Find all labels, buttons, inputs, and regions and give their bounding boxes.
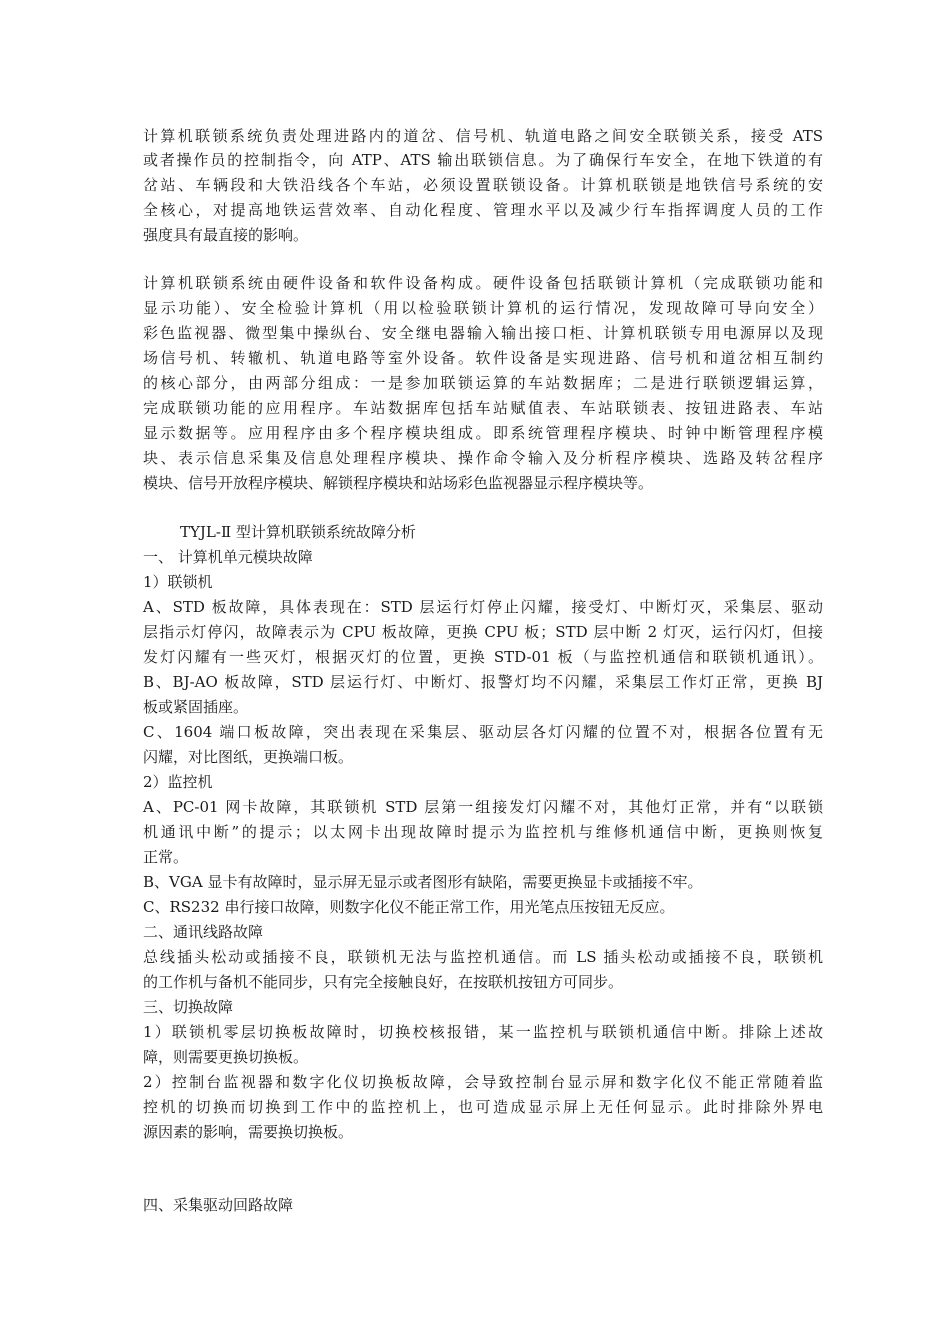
section-heading-1: 一、 计算机单元模块故障 — [143, 548, 313, 566]
subsection-heading-interlock: 1）联锁机 — [143, 573, 213, 591]
section-3-item-2-line: 控机的切换而切换到工作中的监控机上，也可造成显示屏上无任何显示。此时排除外界电 — [143, 1098, 823, 1116]
paragraph-composition-line: 模块、信号开放程序模块、解锁程序模块和站场彩色监视器显示程序模块等。 — [143, 474, 654, 492]
item-b2-line: B、VGA 显卡有故障时，显示屏无显示或者图形有缺陷，需要更换显卡或插接不牢。 — [143, 873, 703, 891]
item-a2-line: 机通讯中断”的提示；以太网卡出现故障时提示为监控机与维修机通信中断，更换则恢复 — [143, 823, 823, 841]
paragraph-composition-line: 场信号机、转辙机、轨道电路等室外设备。软件设备是实现进路、信号机和道岔相互制约 — [143, 349, 823, 367]
item-c2-line: C、RS232 串行接口故障，则数字化仪不能正常工作，用光笔点压按钮无反应。 — [143, 898, 675, 916]
section-2-line: 的工作机与备机不能同步，只有完全接触良好，在按联机按钮方可同步。 — [143, 973, 624, 991]
section-heading-2: 二、通讯线路故障 — [143, 923, 264, 941]
paragraph-composition-line: 彩色监视器、微型集中操纵台、安全继电器输入输出接口柜、计算机联锁专用电源屏以及现 — [143, 324, 823, 342]
item-a1-line: 层指示灯停闪，故障表示为 CPU 板故障，更换 CPU 板；STD 层中断 2 灯灭，运行闪灯，但接 — [143, 623, 823, 641]
section-heading-3: 三、切换故障 — [143, 998, 234, 1016]
section-3-item-2-line: 2）控制台监视器和数字化仪切换板故障，会导致控制台显示屏和数字化仪不能正常随着监 — [143, 1073, 823, 1091]
item-a2-line: A、PC-01 网卡故障，其联锁机 STD 层第一组接发灯闪耀不对，其他灯正常，并有“以联锁 — [143, 798, 823, 816]
paragraph-composition-line: 显示数据等。应用程序由多个程序模块组成。即系统管理程序模块、时钟中断管理程序模 — [143, 424, 823, 442]
item-c1-line: C、1604 端口板故障，突出表现在采集层、驱动层各灯闪耀的位置不对，根据各位置有无 — [143, 723, 823, 741]
paragraph-intro-line: 强度具有最直接的影响。 — [143, 226, 309, 244]
paragraph-intro-line: 计算机联锁系统负责处理进路内的道岔、信号机、轨道电路之间安全联锁关系，接受 ATS — [143, 127, 823, 145]
item-a1-line: 发灯闪耀有一些灭灯，根据灭灯的位置，更换 STD-01 板（与监控机通信和联锁机通讯）。 — [143, 648, 823, 666]
section-3-item-1-line: 1）联锁机零层切换板故障时，切换校核报错，某一监控机与联锁机通信中断。排除上述故 — [143, 1023, 823, 1041]
paragraph-composition-line: 计算机联锁系统由硬件设备和软件设备构成。硬件设备包括联锁计算机（完成联锁功能和 — [143, 274, 823, 292]
section-title: TYJL-Ⅱ 型计算机联锁系统故障分析 — [180, 523, 416, 541]
item-b1-line: 板或紧固插座。 — [143, 698, 249, 716]
paragraph-composition-line: 块、表示信息采集及信息处理程序模块、操作命令输入及分析程序模块、选路及转岔程序 — [143, 449, 823, 467]
section-3-item-2-line: 源因素的影响，需要换切换板。 — [143, 1123, 354, 1141]
section-2-line: 总线插头松动或插接不良，联锁机无法与监控机通信。而 LS 插头松动或插接不良，联锁机 — [143, 948, 823, 966]
paragraph-composition-line: 的核心部分，由两部分组成：一是参加联锁运算的车站数据库；二是进行联锁逻辑运算， — [143, 374, 823, 392]
item-a2-line: 正常。 — [143, 848, 189, 866]
item-a1-line: A、STD 板故障，具体表现在：STD 层运行灯停止闪耀，接受灯、中断灯灭，采集层、驱动 — [143, 598, 823, 616]
item-c1-line: 闪耀，对比图纸，更换端口板。 — [143, 748, 354, 766]
item-b1-line: B、BJ-AO 板故障，STD 层运行灯、中断灯、报警灯均不闪耀，采集层工作灯正常，更换 BJ — [143, 673, 823, 691]
paragraph-composition-line: 显示功能）、安全检验计算机（用以检验联锁计算机的运行情况，发现故障可导向安全） — [143, 299, 823, 317]
section-heading-4: 四、采集驱动回路故障 — [143, 1196, 294, 1214]
section-3-item-1-line: 障，则需要更换切换板。 — [143, 1048, 309, 1066]
paragraph-intro-line: 全核心，对提高地铁运营效率、自动化程度、管理水平以及减少行车指挥调度人员的工作 — [143, 201, 823, 219]
paragraph-intro-line: 或者操作员的控制指令，向 ATP、ATS 输出联锁信息。为了确保行车安全，在地下铁道的有 — [143, 151, 823, 169]
paragraph-intro-line: 岔站、车辆段和大铁沿线各个车站，必须设置联锁设备。计算机联锁是地铁信号系统的安 — [143, 176, 823, 194]
subsection-heading-monitor: 2）监控机 — [143, 773, 213, 791]
paragraph-composition-line: 完成联锁功能的应用程序。车站数据库包括车站赋值表、车站联锁表、按钮进路表、车站 — [143, 399, 823, 417]
